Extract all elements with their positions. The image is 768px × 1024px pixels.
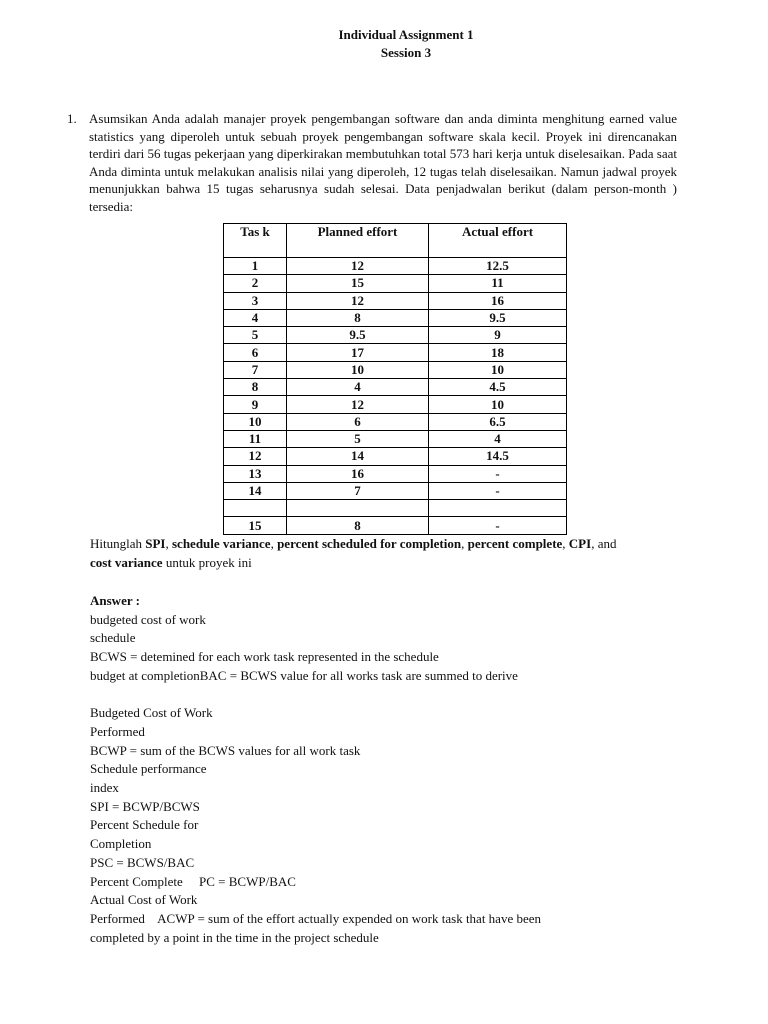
table-row: [224, 292, 567, 309]
answer-line: Performed ACWP = sum of the effort actually expended on work task that have been: [90, 910, 542, 926]
answer-line: BCWS = detemined for each work task represented in the schedule: [90, 649, 439, 665]
answer-line: Completion: [90, 836, 152, 852]
answer-line: PSC = BCWS/BAC: [90, 854, 195, 870]
cell-actual: 10: [429, 361, 567, 378]
instruction-term: percent complete: [467, 536, 563, 551]
cell-planned: 17: [287, 344, 429, 361]
cell-task: 3: [224, 292, 287, 309]
header-actual-effort: Actual effort: [429, 224, 567, 258]
table-row: [224, 379, 567, 396]
document-subtitle: Session 3: [380, 45, 432, 60]
instruction-term: SPI: [145, 536, 166, 551]
question-number: 1.: [67, 111, 77, 126]
cell-planned: 10: [287, 361, 429, 378]
answer-line: budget at completionBAC = BCWS value for all works task are summed to derive: [90, 667, 518, 683]
answer-line: Percent Schedule for: [90, 817, 199, 833]
cell-planned: 14: [287, 448, 429, 465]
cell-task: [224, 500, 287, 517]
table-row: [224, 258, 567, 275]
cell-actual: 10: [429, 396, 567, 413]
instruction-text: untuk proyek ini: [162, 554, 252, 570]
cell-task: 14: [224, 482, 287, 499]
answer-line: SPI = BCWP/BCWS: [90, 798, 200, 814]
cell-planned: 6: [287, 413, 429, 430]
answer-line: completed by a point in the time in the project schedule: [90, 929, 379, 945]
cell-planned: 8: [287, 517, 429, 534]
answer-line: Budgeted Cost of Work: [90, 705, 213, 721]
cell-task: 15: [224, 517, 287, 534]
header-task: Tas k: [224, 224, 287, 258]
answer-line: index: [90, 780, 119, 796]
cell-task: 10: [224, 413, 287, 430]
table-row: [224, 344, 567, 361]
cell-actual: 14.5: [429, 448, 567, 465]
cell-planned: 5: [287, 430, 429, 447]
cell-actual: 4.5: [429, 379, 567, 396]
cell-actual: 6.5: [429, 413, 567, 430]
cell-actual: 12.5: [429, 258, 567, 275]
cell-task: 2: [224, 275, 287, 292]
cell-planned: 4: [287, 379, 429, 396]
answer-line: BCWP = sum of the BCWS values for all work task: [90, 742, 361, 758]
instruction-text: , and: [591, 536, 617, 551]
instruction-term: percent scheduled for completion: [277, 536, 462, 551]
cell-actual: -: [429, 465, 567, 482]
header-planned-effort: Planned effort: [287, 224, 429, 258]
cell-task: 12: [224, 448, 287, 465]
instruction-paragraph: [90, 535, 690, 572]
answer-heading: Answer :: [90, 593, 140, 608]
instruction-term: CPI: [568, 536, 592, 551]
cell-task: 6: [224, 344, 287, 361]
answer-line: budgeted cost of work: [90, 611, 206, 627]
answer-line: Performed: [90, 723, 145, 739]
effort-table: [223, 223, 567, 535]
instruction-term: schedule variance: [171, 536, 271, 551]
instruction-text: ,: [461, 536, 468, 551]
cell-planned: 7: [287, 482, 429, 499]
table-row: [224, 482, 567, 499]
cell-planned: 15: [287, 275, 429, 292]
cell-actual: 11: [429, 275, 567, 292]
cell-planned: 16: [287, 465, 429, 482]
table-row: [224, 396, 567, 413]
instruction-text: ,: [562, 536, 569, 551]
answer-line: schedule: [90, 630, 136, 646]
cell-planned: [287, 500, 429, 517]
cell-actual: 9: [429, 327, 567, 344]
table-row: [224, 309, 567, 326]
cell-task: 11: [224, 430, 287, 447]
cell-task: 9: [224, 396, 287, 413]
table-header-row: [224, 224, 567, 258]
cell-actual: 9.5: [429, 309, 567, 326]
table-row: [224, 430, 567, 447]
instruction-text: ,: [270, 536, 278, 551]
cell-task: 4: [224, 309, 287, 326]
instruction-term: cost variance: [90, 554, 163, 570]
table-row: [224, 275, 567, 292]
cell-task: 13: [224, 465, 287, 482]
cell-planned: 12: [287, 396, 429, 413]
answer-line: Schedule performance: [90, 761, 207, 777]
answer-section: [90, 592, 690, 947]
cell-actual: 16: [429, 292, 567, 309]
answer-line: Percent Complete PC = BCWP/BAC: [90, 873, 296, 889]
table-row: [224, 465, 567, 482]
cell-actual: 18: [429, 344, 567, 361]
cell-actual: -: [429, 482, 567, 499]
table-row: [224, 448, 567, 465]
table-row-empty: [224, 500, 567, 517]
instruction-text: Hitunglah: [90, 536, 146, 551]
table-row: [224, 517, 567, 534]
cell-actual: [429, 500, 567, 517]
cell-task: 5: [224, 327, 287, 344]
answer-line: Actual Cost of Work: [90, 892, 198, 908]
document-title: Individual Assignment 1: [338, 27, 474, 42]
cell-task: 8: [224, 379, 287, 396]
question-text: Asumsikan Anda adalah manajer proyek pengembangan software dan anda diminta menghitung earned value statistics yang diperoleh untuk sebuah proyek pengembangan software skala kecil. Proyek ini direncanakan terdiri dari 56 tugas pekerjaan yang diperkirakan membutuhkan total 573 hari kerja untuk diselesaikan. Pada saat Anda diminta untuk melakukan analisis nilai yang diperoleh, 12 tugas telah diselesaikan. Namun jadwal proyek menunjukkan bahwa 15 tugas seharusnya sudah selesai. Data penjadwalan berikut (dalam person-month ) tersedia:: [89, 111, 677, 214]
cell-actual: -: [429, 517, 567, 534]
cell-planned: 9.5: [287, 327, 429, 344]
cell-planned: 12: [287, 292, 429, 309]
answer-line-blank: [90, 686, 690, 705]
table-row: [224, 361, 567, 378]
cell-planned: 12: [287, 258, 429, 275]
cell-planned: 8: [287, 309, 429, 326]
table-row: [224, 413, 567, 430]
cell-task: 1: [224, 258, 287, 275]
cell-actual: 4: [429, 430, 567, 447]
instruction-text: ,: [165, 536, 172, 551]
table-row: [224, 327, 567, 344]
cell-task: 7: [224, 361, 287, 378]
